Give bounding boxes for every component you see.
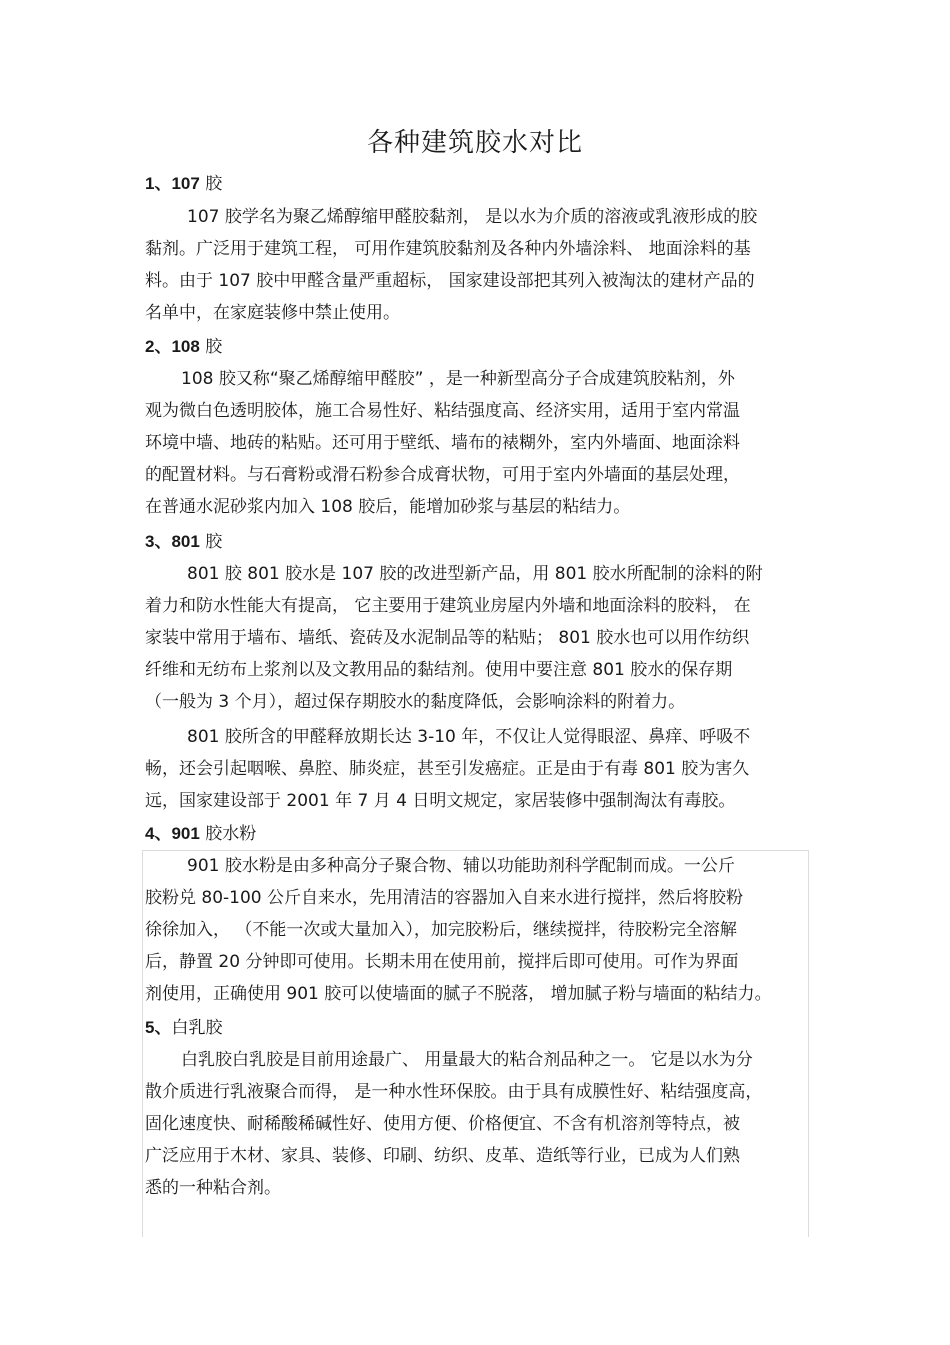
paragraph-line: 胶粉兑 80-100 公斤自来水，先用清洁的容器加入自来水进行搅拌，然后将胶粉	[145, 888, 744, 908]
paragraph-line: 801 胶所含的甲醛释放期长达 3-10 年，不仅让人觉得眼涩、鼻痒、呼吸不	[187, 727, 751, 747]
paragraph-line: 黏剂。广泛用于建筑工程， 可用作建筑胶黏剂及各种内外墙涂料、 地面涂料的基	[145, 239, 751, 259]
section-heading-801: 3、801 胶	[145, 532, 223, 552]
paragraph-line: 观为微白色透明胶体，施工合易性好、粘结强度高、经济实用，适用于室内常温	[145, 401, 740, 421]
paragraph-line: 纤维和无纺布上浆剂以及文教用品的黏结剂。使用中要注意 801 胶水的保存期	[145, 660, 733, 680]
paragraph-line: 着力和防水性能大有提高， 它主要用于建筑业房屋内外墙和地面涂料的胶料， 在	[145, 596, 751, 616]
paragraph-line: 后，静置 20 分钟即可使用。长期未用在使用前，搅拌后即可使用。可作为界面	[145, 952, 739, 972]
paragraph-line: 的配置材料。与石膏粉或滑石粉参合成膏状物，可用于室内外墙面的基层处理，	[145, 465, 740, 485]
section-heading-108: 2、108 胶	[145, 337, 223, 357]
paragraph-line: 107 胶学名为聚乙烯醇缩甲醛胶黏剂， 是以水为介质的溶液或乳液形成的胶	[187, 207, 758, 227]
paragraph-line: 白乳胶白乳胶是目前用途最广、 用量最大的粘合剂品种之一。 它是以水为分	[181, 1050, 753, 1070]
paragraph-line: 徐徐加入， （不能一次或大量加入），加完胶粉后，继续搅拌，待胶粉完全溶解	[145, 920, 737, 940]
paragraph-line: 名单中，在家庭装修中禁止使用。	[145, 303, 400, 323]
paragraph-line: 广泛应用于木材、家具、装修、印刷、纺织、皮革、造纸等行业，已成为人们熟	[145, 1146, 740, 1166]
paragraph-line: 在普通水泥砂浆内加入 108 胶后，能增加砂浆与基层的粘结力。	[145, 497, 631, 517]
paragraph-line: 环境中墙、地砖的粘贴。还可用于壁纸、墙布的裱糊外，室内外墙面、地面涂料	[145, 433, 740, 453]
section-heading-107: 1、107 胶	[145, 174, 223, 194]
paragraph-line: 料。由于 107 胶中甲醛含量严重超标， 国家建设部把其列入被淘汰的建材产品的	[145, 271, 755, 291]
document-title: 各种建筑胶水对比	[366, 128, 583, 158]
paragraph-line: 901 胶水粉是由多种高分子聚合物、辅以功能助剂科学配制而成。一公斤	[187, 856, 735, 876]
paragraph-line: 801 胶 801 胶水是 107 胶的改进型新产品，用 801 胶水所配制的涂料的附	[187, 564, 763, 584]
paragraph-line: 固化速度快、耐稀酸稀碱性好、使用方便、价格便宜、不含有机溶剂等特点，被	[145, 1114, 740, 1134]
paragraph-line: 畅，还会引起咽喉、鼻腔、肺炎症，甚至引发癌症。正是由于有毒 801 胶为害久	[145, 759, 750, 779]
section-heading-901: 4、901 胶水粉	[145, 824, 257, 844]
paragraph-line: 家装中常用于墙布、墙纸、瓷砖及水泥制品等的粘贴； 801 胶水也可以用作纺织	[145, 628, 750, 648]
paragraph-line: 悉的一种粘合剂。	[145, 1178, 281, 1198]
paragraph-line: （一般为 3 个月），超过保存期胶水的黏度降低，会影响涂料的附着力。	[145, 692, 686, 712]
paragraph-line: 108 胶又称“聚乙烯醇缩甲醛胶” ，是一种新型高分子合成建筑胶粘剂，外	[181, 369, 735, 389]
section-heading-white-glue: 5、白乳胶	[145, 1018, 223, 1038]
paragraph-line: 远，国家建设部于 2001 年 7 月 4 日明文规定，家居装修中强制淘汰有毒胶。	[145, 791, 736, 811]
paragraph-line: 剂使用，正确使用 901 胶可以使墙面的腻子不脱落， 增加腻子粉与墙面的粘结力。	[145, 984, 772, 1004]
paragraph-line: 散介质进行乳液聚合而得， 是一种水性环保胶。由于具有成膜性好、粘结强度高，	[145, 1082, 763, 1102]
